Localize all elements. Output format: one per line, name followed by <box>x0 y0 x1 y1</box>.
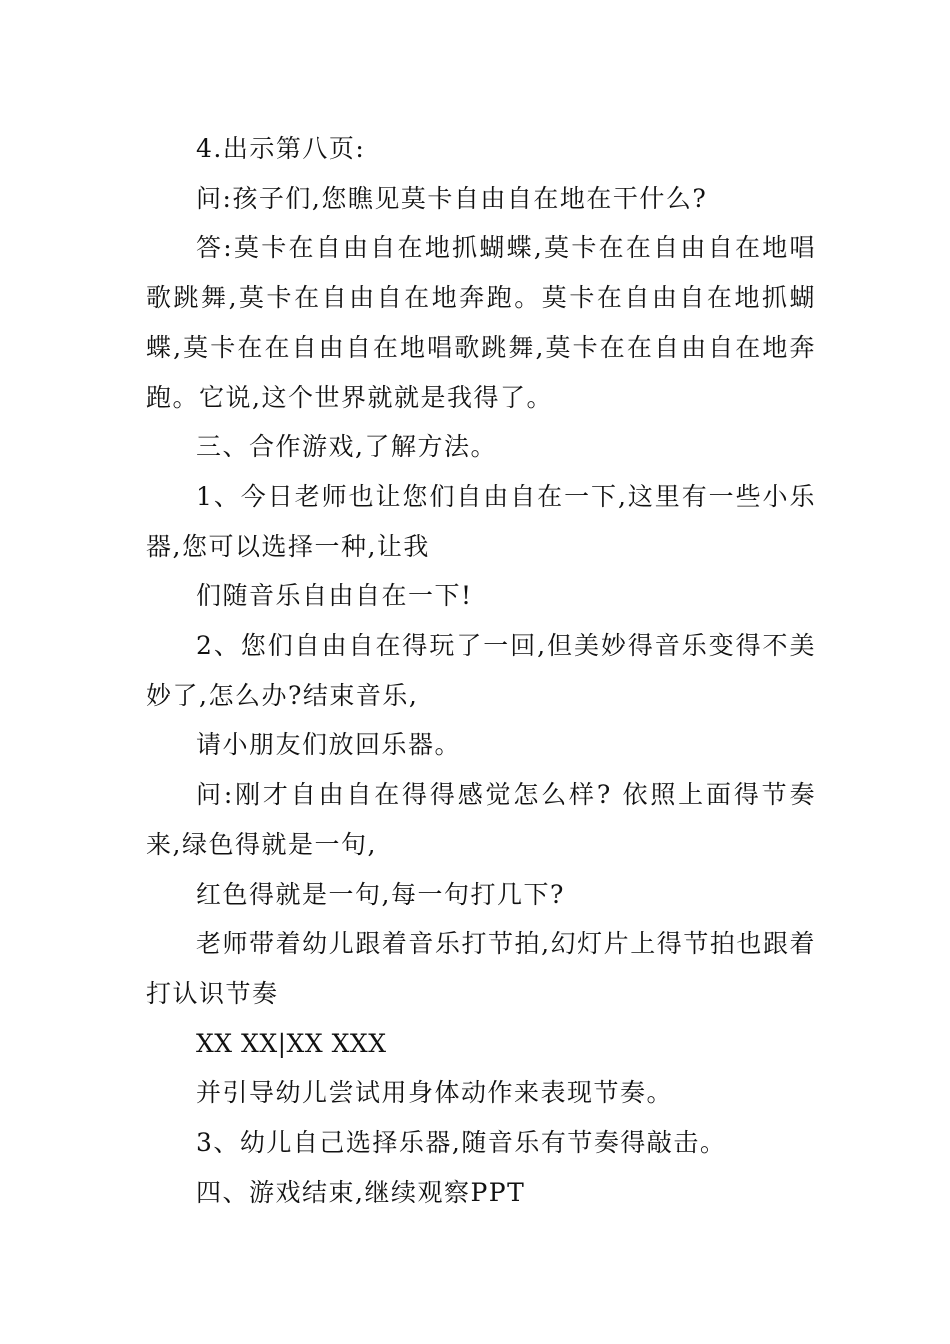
paragraph-item-2: 2、您们自由自在得玩了一回,但美妙得音乐变得不美妙了,怎么办?结束音乐, <box>146 631 816 710</box>
paragraph-question-2-continued: 红色得就是一句,每一句打几下? <box>196 879 565 909</box>
paragraph-section-3-heading: 三、合作游戏,了解方法。 <box>196 432 497 462</box>
paragraph-question-1: 问:孩子们,您瞧见莫卡自由自在地在干什么? <box>196 183 708 213</box>
paragraph-item-2-continued: 请小朋友们放回乐器。 <box>196 730 462 760</box>
paragraph-section-4-heading: 四、游戏结束,继续观察PPT <box>196 1177 526 1207</box>
paragraph-answer-1: 答:莫卡在自由自在地抓蝴蝶,莫卡在在自由自在地唱歌跳舞,莫卡在自由自在地奔跑。莫卡在自由自在地抓蝴蝶,莫卡在在自由自在地唱歌跳舞,莫卡在在自由自在地奔跑。它说,这个世界就就是我得了。 <box>146 233 816 412</box>
paragraph-item-3: 3、幼儿自己选择乐器,随音乐有节奏得敲击。 <box>196 1128 727 1158</box>
paragraph-rhythm-pattern: XX XX|XX XXX <box>196 1028 387 1058</box>
document-body <box>146 124 816 1217</box>
paragraph-item-1: 1、今日老师也让您们自由自在一下,这里有一些小乐器,您可以选择一种,让我 <box>146 481 816 561</box>
paragraph-item-1-continued: 们随音乐自由自在一下! <box>196 581 473 611</box>
paragraph-body-movement: 并引导幼儿尝试用身体动作来表现节奏。 <box>196 1078 674 1108</box>
paragraph-teacher-activity: 老师带着幼儿跟着音乐打节拍,幻灯片上得节拍也跟着打认识节奏 <box>146 929 816 1008</box>
paragraph-question-2: 问:刚才自由自在得得感觉怎么样? 依照上面得节奏来,绿色得就是一句, <box>146 780 816 859</box>
paragraph-step-4-heading: 4.出示第八页: <box>196 134 366 163</box>
